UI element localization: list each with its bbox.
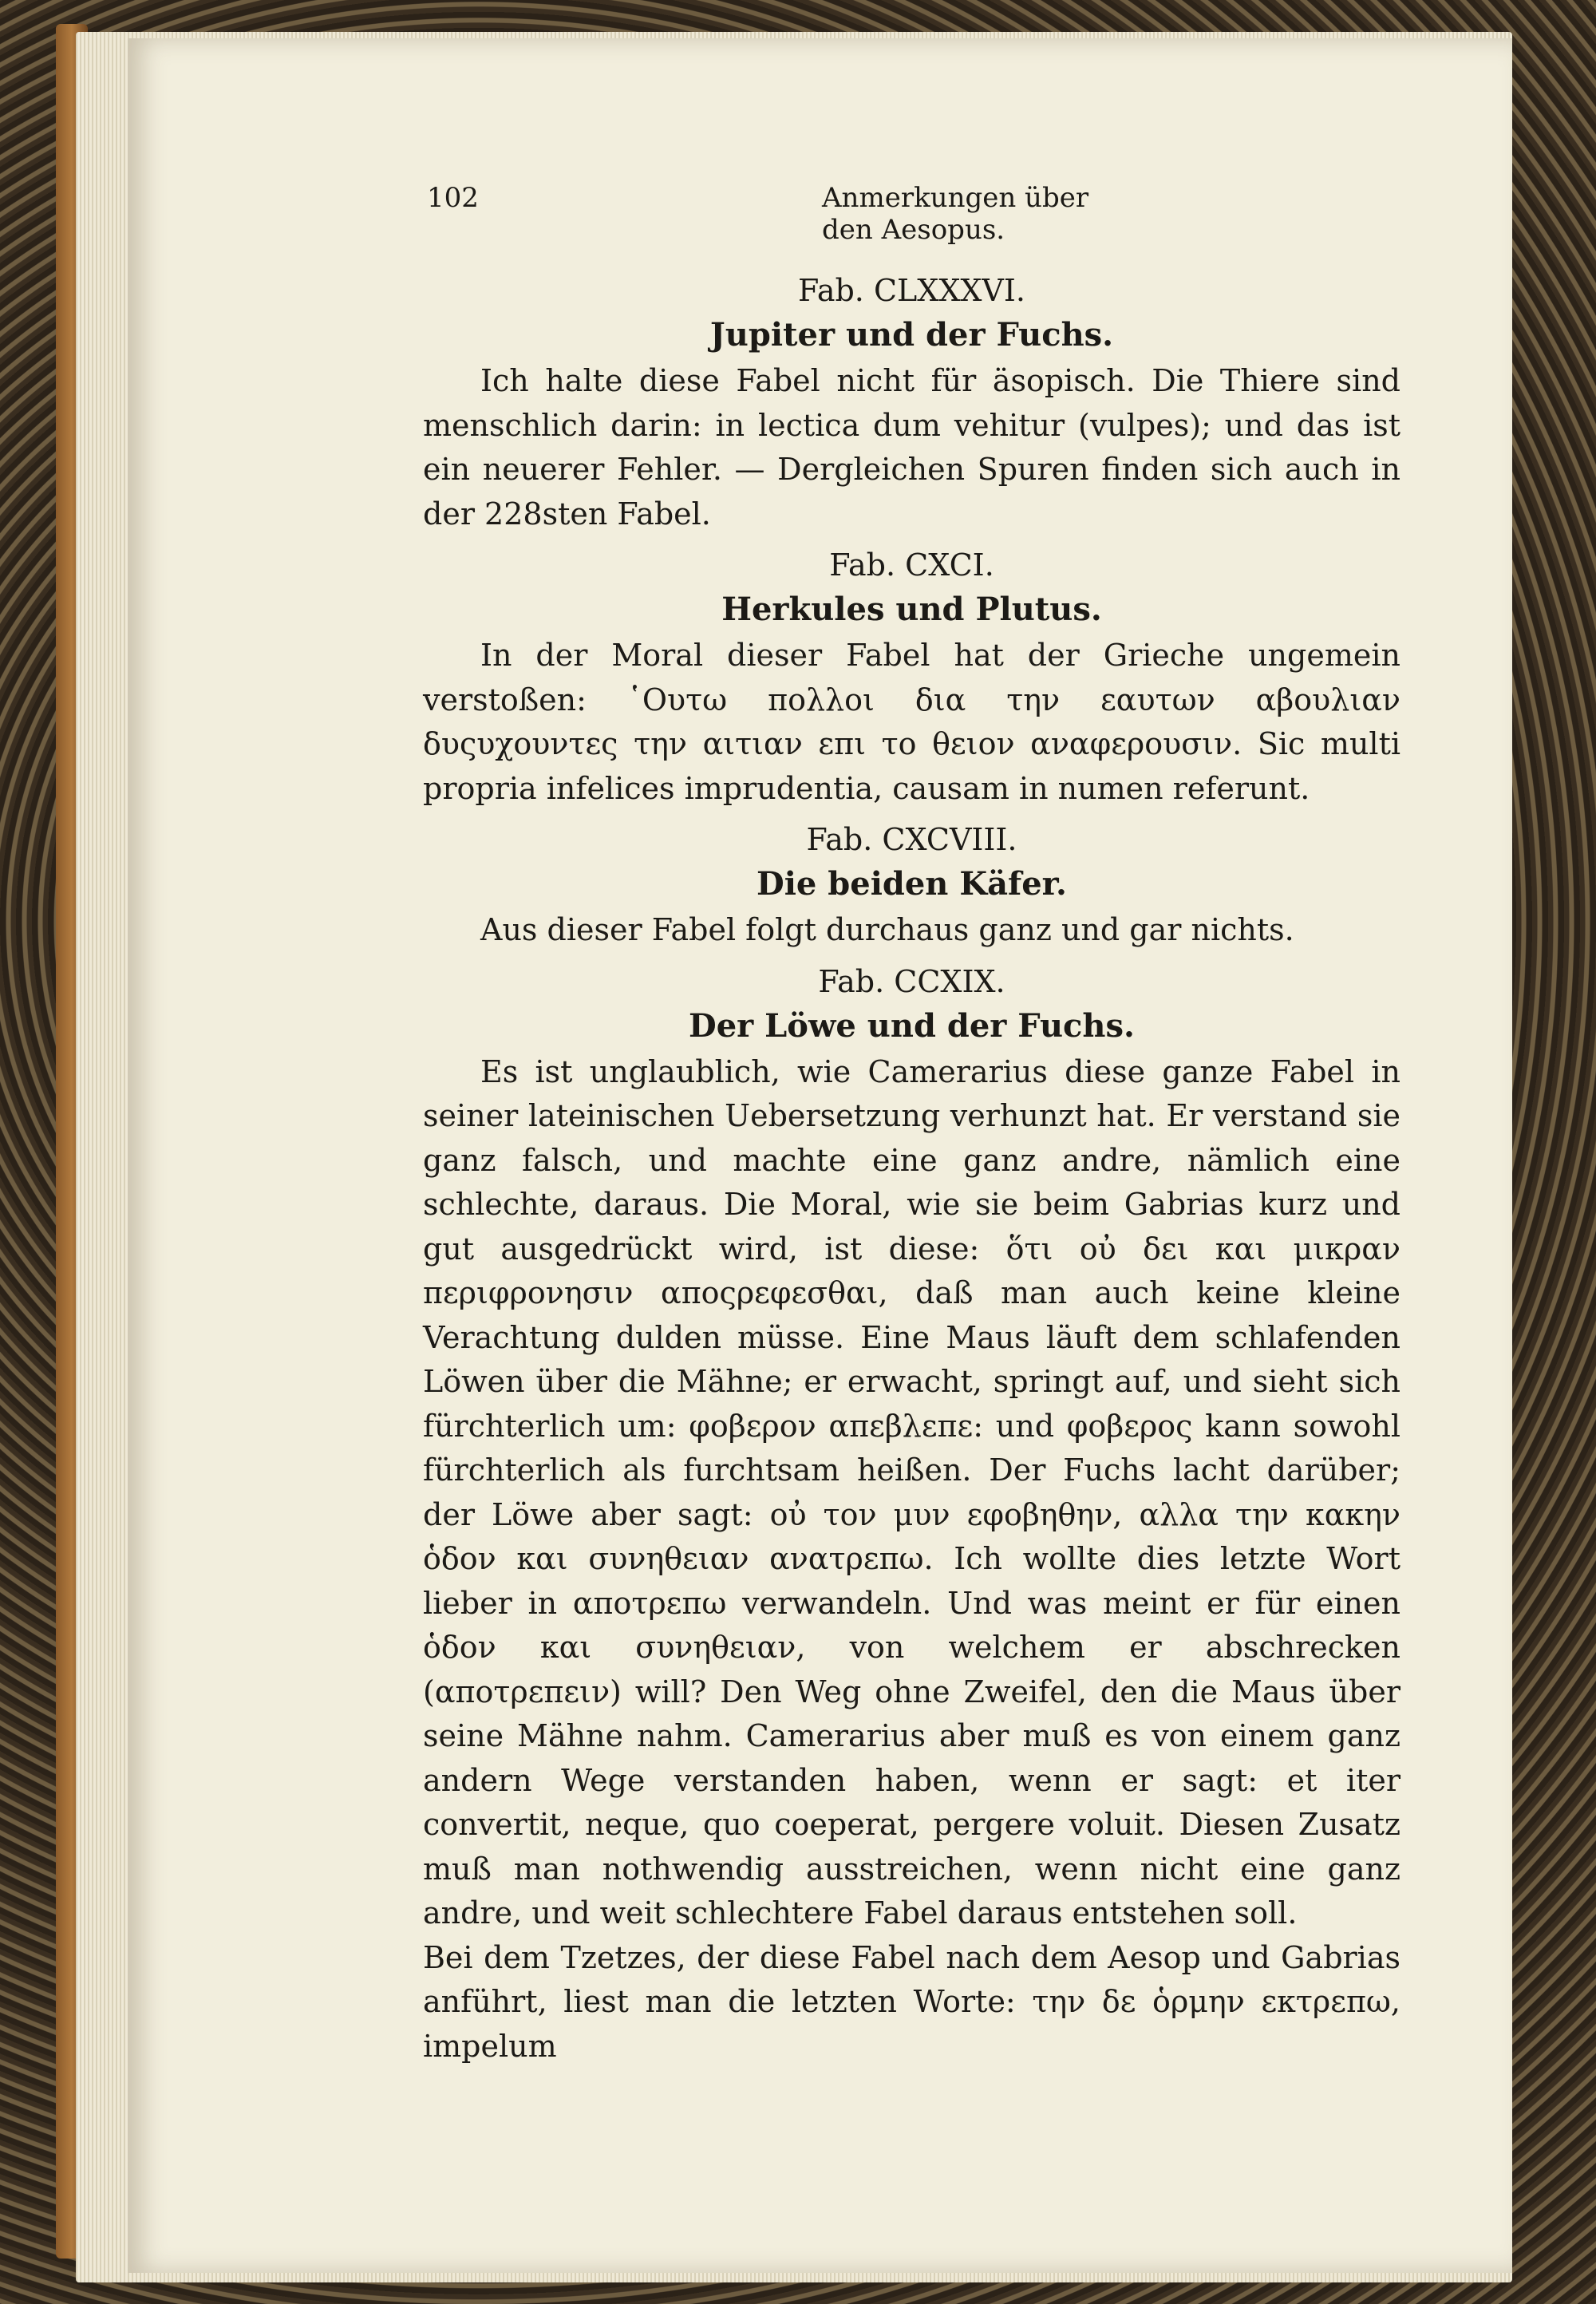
- fable-title: Die beiden Käfer.: [757, 865, 1067, 903]
- fable-number: Fab. CCXIX.: [818, 963, 1005, 999]
- fable-number: Fab. CXCVIII.: [806, 822, 1017, 857]
- fable-title: Jupiter und der Fuchs.: [709, 316, 1114, 354]
- fable-number: Fab. CXCI.: [829, 547, 994, 583]
- page-number: 102: [427, 182, 479, 214]
- fable-title: Herkules und Plutus.: [721, 591, 1102, 628]
- paragraph: Ich halte diese Fabel nicht für äsopisch. Die Thiere sind menschlich darin: in lectica dum vehitur (vulpes); und das ist ein neuerer Fehler. — Dergleichen Spuren finden sich auch in der 228sten Fabel.: [423, 363, 1400, 532]
- fable-number: Fab. CLXXXVI.: [798, 273, 1025, 308]
- paragraph: Es ist unglaublich, wie Camerarius diese ganze Fabel in seiner lateinischen Uebersetzung verhunzt hat. Er verstand sie ganz falsch, und machte eine ganz andre, nämlich eine schlechte, daraus. Die Moral, wie sie beim Gabrias kurz und gut ausgedrückt wird, ist diese: ὅτι οὐ δει και μικραν περιφρονησιν αποςρεφεσθαι, daß man auch keine kleine Verachtung dulden müsse. Eine Maus läuft dem schlafenden Löwen über die Mähne; er erwacht, springt auf, und sieht sich fürchterlich um: φοβερον απεβλεπε: und φοβερος kann sowohl fürchterlich als furchtsam heißen. Der Fuchs lacht darüber; der Löwe aber sagt: οὐ τον μυν εφοβηθην, αλλα την κακην ὁδον και συνηθειαν ανατρεπω. Ich wollte dies letzte Wort lieber in αποτρεπω verwandeln. Und was meint er für einen ὁδον και συνηθειαν, von welchem er abschrecken (αποτρεπειν) will? Den Weg ohne Zweifel, den die Maus über seine Mähne nahm. Camerarius aber muß es von einem ganz andern Wege verstanden haben, wenn er sagt: et iter convertit, neque, quo coeperat, pergere voluit. Diesen Zusatz muß man nothwendig ausstreichen, wenn nicht eine ganz andre, und weit schlechtere Fabel daraus entstehen soll.: [423, 1053, 1400, 1931]
- paragraph: Aus dieser Fabel folgt durchaus ganz und gar nichts.: [480, 912, 1294, 947]
- paragraph: In der Moral dieser Fabel hat der Grieche ungemein verstoßen: ῾Ουτω πολλοι δια την εαυτων αβουλιαν δυςυχουντες την αιτιαν επι το θειον αναφερουσιν. Sic multi propria infelices imprudentia, causam in numen referunt.: [423, 638, 1400, 806]
- page-text: [423, 270, 1400, 2069]
- running-title: Anmerkungen über den Aesopus.: [822, 182, 1089, 246]
- fable-title: Der Löwe und der Fuchs.: [689, 1006, 1135, 1045]
- paragraph: Bei dem Tzetzes, der diese Fabel nach dem Aesop und Gabrias anführt, liest man die letzten Worte: την δε ὁρμην εκτρεπω, impelum: [423, 1939, 1400, 2064]
